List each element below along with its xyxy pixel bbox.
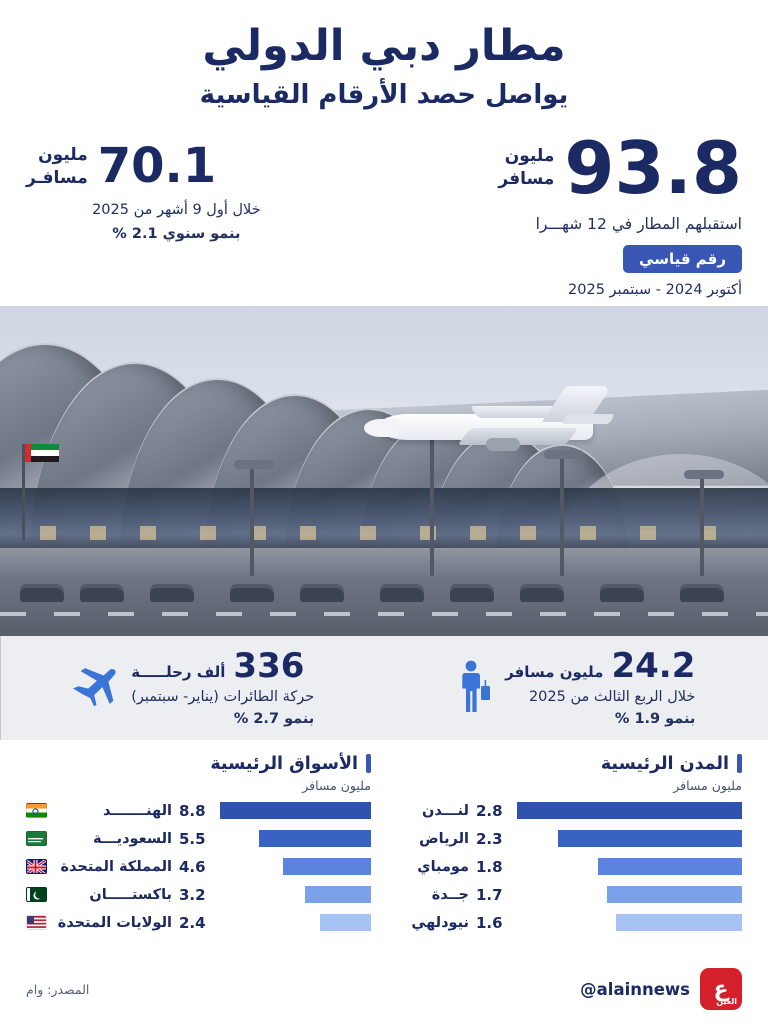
mid-stat-passengers	[385, 636, 768, 740]
mid-stat-0-sub: خلال الربع الثالث من 2025	[528, 688, 696, 705]
chart-unit-markets: مليون مسافر	[302, 777, 371, 793]
airport-terminal-photo	[0, 306, 768, 636]
social-handle[interactable]: @alainnews	[580, 979, 690, 999]
bar-value: 8.8	[179, 801, 206, 820]
source-note: المصدر: وام	[26, 981, 90, 997]
airplane-photo-element	[378, 384, 618, 470]
bar-row	[26, 855, 371, 879]
brand[interactable]	[580, 968, 742, 1010]
bar-fill	[283, 858, 371, 875]
bar-label: الهنـــــــد	[103, 802, 172, 819]
primary-stat	[341, 126, 742, 298]
mid-stats	[0, 636, 768, 740]
bar-row	[397, 827, 742, 851]
mid-stat-0-value: 24.2	[611, 645, 696, 686]
bar-row	[397, 855, 742, 879]
brand-mark-sub: العين	[716, 997, 737, 1006]
bar-value: 2.8	[476, 801, 503, 820]
mid-stat-1-unit: ألف رحلـــــة	[131, 662, 226, 681]
primary-stat-description: استقبلهم المطار في 12 شهـــرا	[535, 214, 742, 233]
lamp-post	[560, 456, 564, 576]
bar-label: نيودلهي	[411, 914, 469, 931]
primary-stat-date-range: أكتوبر 2024 - سبتمبر 2025	[568, 281, 742, 298]
charts-section	[0, 740, 768, 939]
page-title: مطار دبي الدولي	[202, 21, 566, 71]
saudi-arabia-flag-icon	[26, 831, 47, 846]
chart-main-markets	[26, 754, 371, 939]
passenger-icon	[457, 660, 491, 716]
bar-fill	[616, 914, 742, 931]
bar-value: 5.5	[179, 829, 206, 848]
primary-stat-unit-line1: مليون	[504, 146, 555, 167]
secondary-stat	[26, 134, 327, 245]
top-stats	[0, 120, 768, 306]
mid-stat-1-sub: حركة الطائرات (يناير- سبتمبر)	[131, 688, 315, 705]
bar-row	[26, 883, 371, 907]
lamp-post	[700, 476, 704, 576]
bar-fill	[259, 830, 371, 847]
record-badge: رقم قياسي	[623, 245, 742, 273]
bar-value: 2.4	[179, 913, 206, 932]
bar-fill	[305, 886, 371, 903]
bar-fill	[558, 830, 743, 847]
page-subtitle: يواصل حصد الأرقام القياسية	[199, 80, 569, 111]
primary-stat-unit-line2: مسافر	[498, 169, 555, 190]
bar-row	[26, 827, 371, 851]
uae-flag-pole	[22, 444, 25, 540]
bar-label: الولايات المتحدة	[57, 914, 172, 931]
alain-logo-icon	[700, 968, 742, 1010]
india-flag-icon	[26, 803, 47, 818]
united-kingdom-flag-icon	[26, 859, 47, 874]
bar-value: 2.3	[476, 829, 503, 848]
bar-fill	[320, 914, 371, 931]
bar-label: لنـــدن	[422, 802, 469, 819]
bar-row	[26, 911, 371, 935]
bar-row	[397, 799, 742, 823]
chart-main-cities	[397, 754, 742, 939]
bar-value: 1.6	[476, 913, 503, 932]
mid-stat-1-value: 336	[233, 645, 305, 686]
bar-label: المملكة المتحدة	[60, 858, 172, 875]
bar-value: 4.6	[179, 857, 206, 876]
bar-fill	[220, 802, 371, 819]
bar-fill	[607, 886, 742, 903]
parked-cars	[0, 572, 768, 602]
lamp-post	[250, 466, 254, 576]
mid-stat-flights	[0, 636, 385, 740]
accent-bar	[366, 754, 371, 773]
header	[0, 0, 768, 120]
bar-value: 3.2	[179, 885, 206, 904]
secondary-stat-value: 70.1	[97, 138, 217, 195]
mid-stat-1-growth: بنمو 2.7 %	[233, 710, 315, 727]
footer	[0, 954, 768, 1024]
accent-bar	[737, 754, 742, 773]
bar-fill	[517, 802, 742, 819]
bar-value: 1.8	[476, 857, 503, 876]
bar-row	[397, 883, 742, 907]
chart-unit-cities: مليون مسافر	[673, 777, 742, 793]
mid-stat-0-growth: بنمو 1.9 %	[614, 710, 696, 727]
chart-title-cities: المدن الرئيسية	[600, 753, 729, 774]
bar-label: السعوديـــة	[93, 830, 172, 847]
road-markings	[0, 612, 768, 616]
brand-mark-glyph: ع	[713, 976, 729, 1002]
bar-row	[26, 799, 371, 823]
bar-label: جــدة	[431, 886, 469, 903]
bar-fill	[598, 858, 742, 875]
united-states-flag-icon	[26, 915, 47, 930]
primary-stat-value: 93.8	[564, 126, 742, 211]
bar-row	[397, 911, 742, 935]
secondary-stat-description: خلال أول 9 أشهر من 2025	[92, 202, 261, 219]
bar-label: الرياض	[419, 830, 469, 847]
airplane-icon	[71, 664, 117, 712]
chart-title-markets: الأسواق الرئيسية	[210, 753, 358, 774]
secondary-stat-unit-line2: مسافـر	[26, 168, 88, 189]
bar-label: مومباي	[417, 858, 469, 875]
mid-stat-0-unit: مليون مسافر	[505, 662, 604, 681]
bar-label: باكستـــــان	[89, 886, 172, 903]
terminal-interior-lights	[0, 498, 768, 540]
bar-value: 1.7	[476, 885, 503, 904]
secondary-stat-growth: بنمو سنوي 2.1 %	[112, 225, 241, 242]
secondary-stat-unit-line1: مليون	[38, 145, 88, 166]
pakistan-flag-icon	[26, 887, 47, 902]
